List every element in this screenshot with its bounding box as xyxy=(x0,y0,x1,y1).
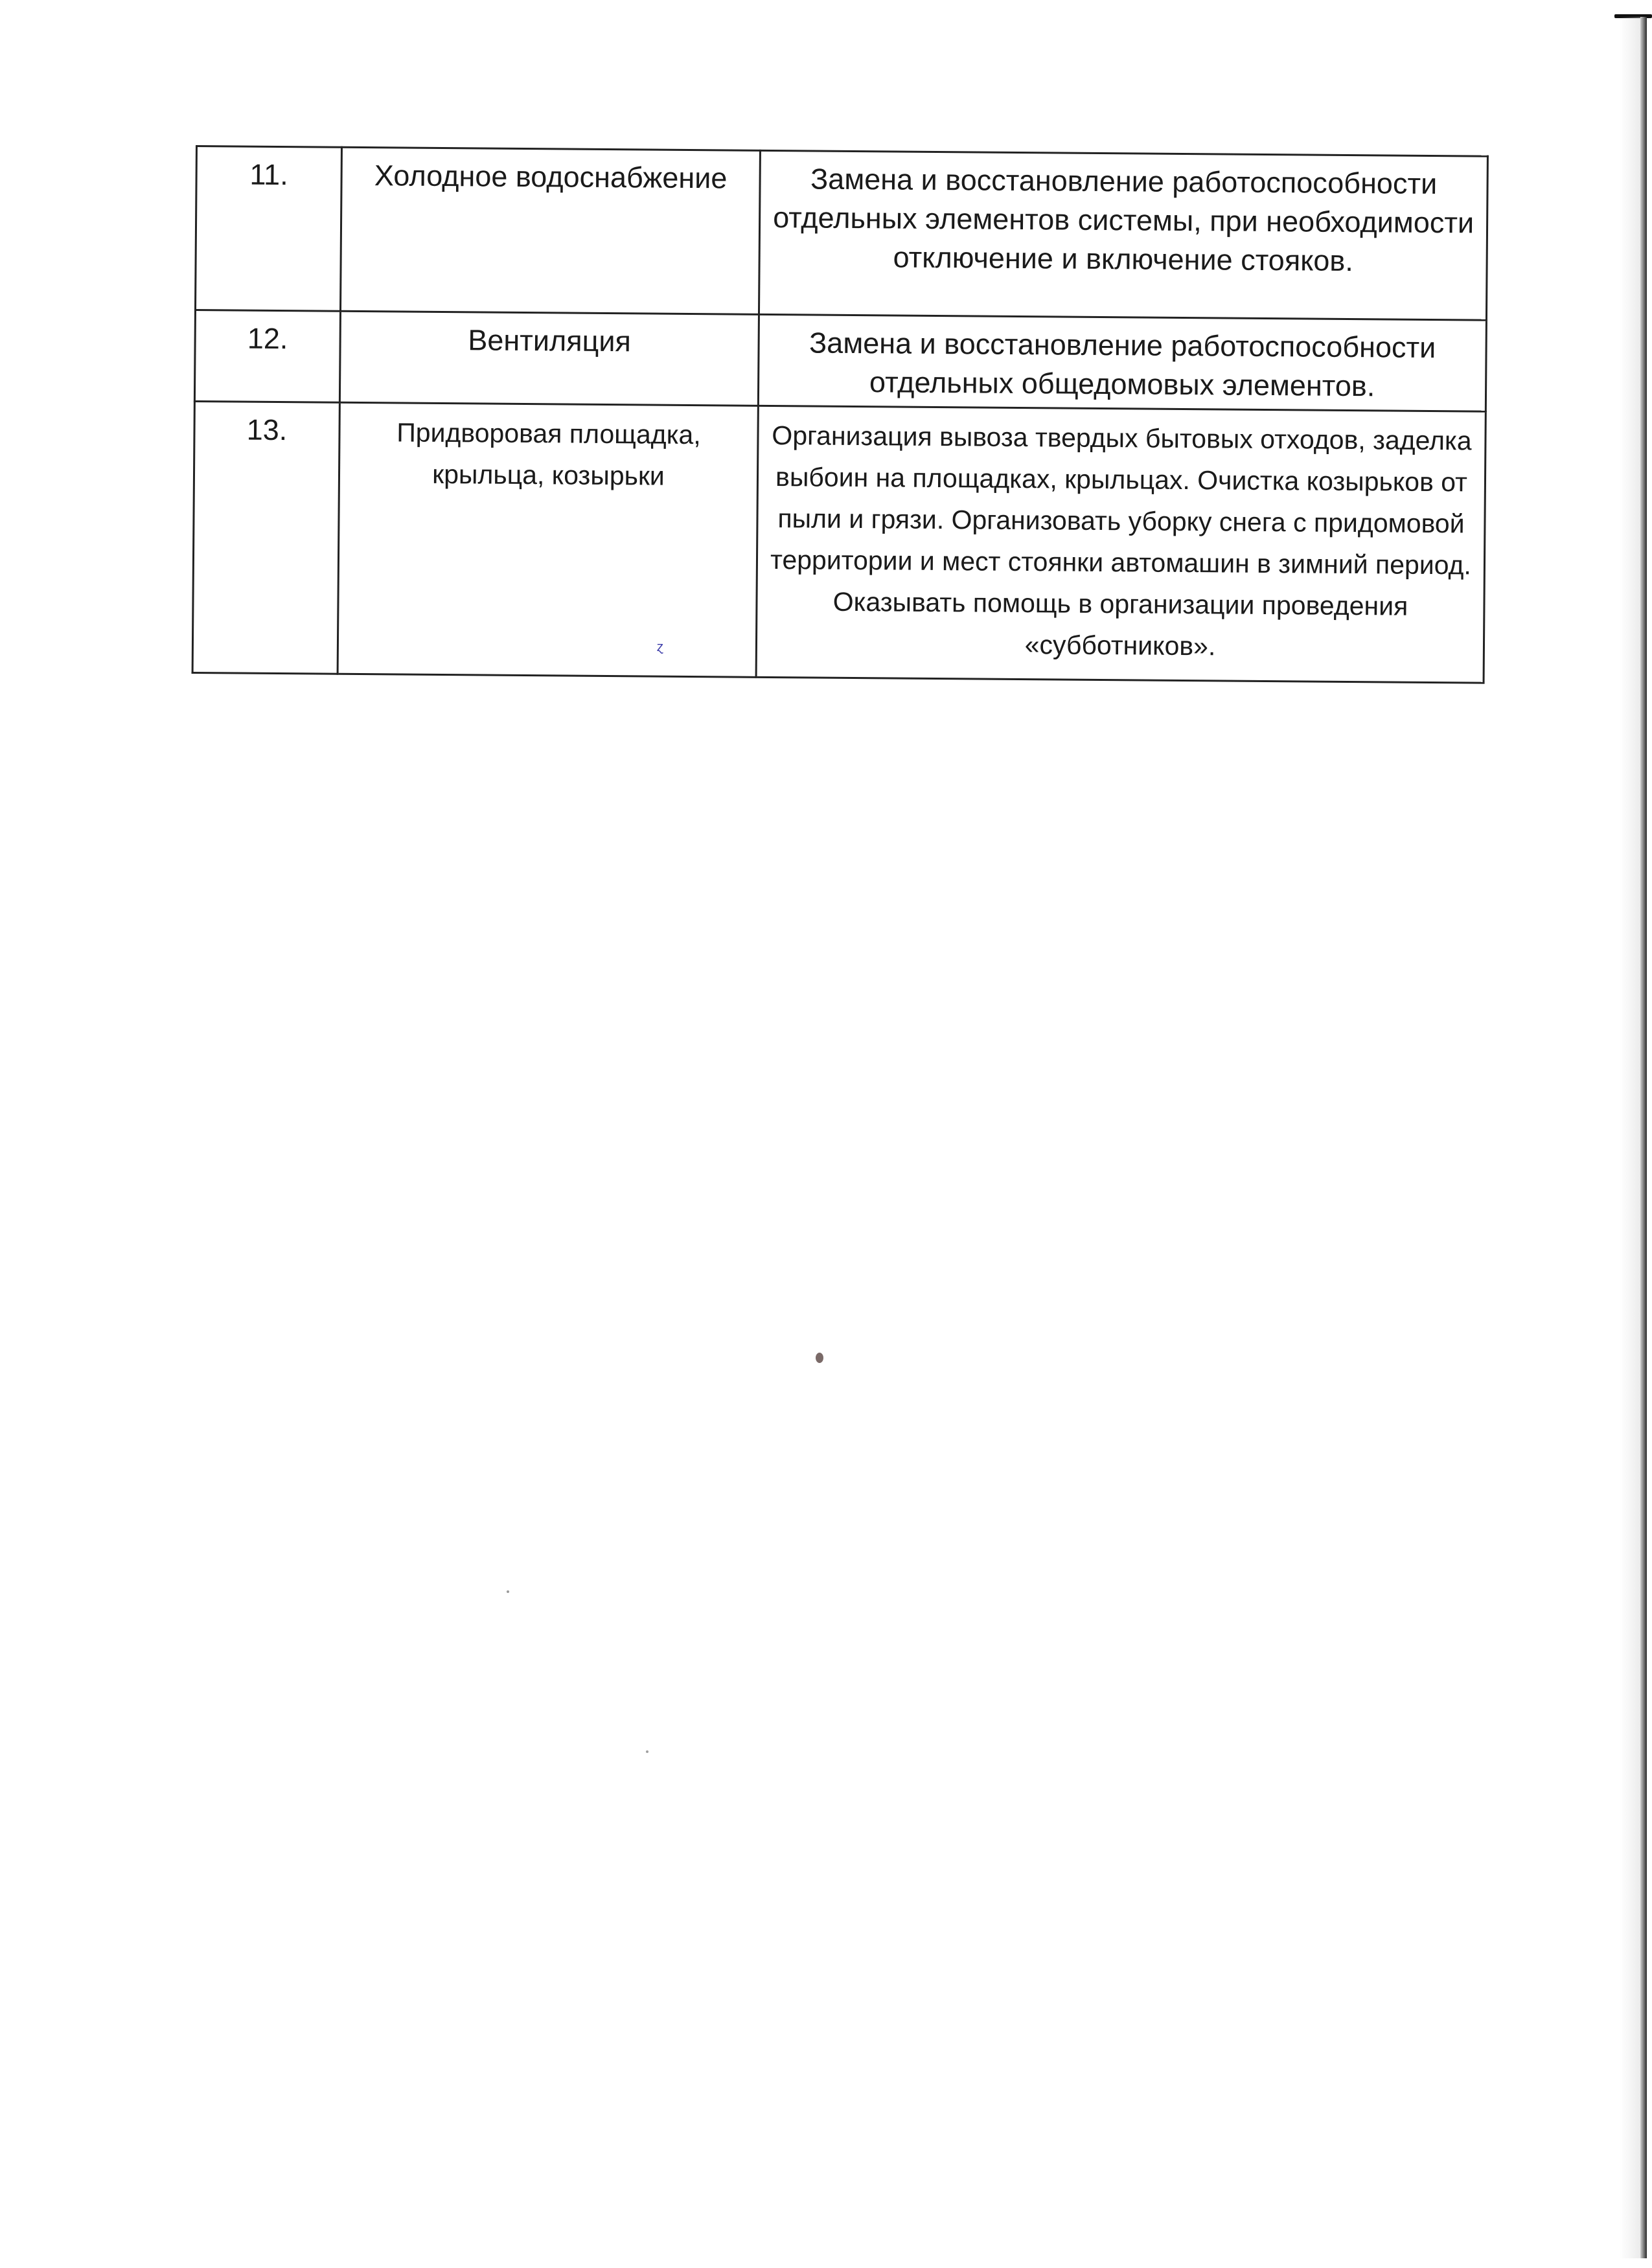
row-number-cell: 12. xyxy=(194,310,340,403)
row-name-cell: Холодное водоснабжение xyxy=(340,147,760,314)
row-description-cell: Замена и восстановление работоспособности отдельных элементов системы, при необходимости отключение и включение стояков. xyxy=(759,150,1488,320)
scan-speck xyxy=(646,1750,648,1753)
row-number-cell: 13. xyxy=(192,401,339,674)
row-number-cell: 11. xyxy=(196,146,342,312)
row-name-cell: Придворовая площадка, крыльца, козырьки xyxy=(338,402,758,677)
scan-speck xyxy=(507,1590,509,1593)
row-name-cell: Вентиляция xyxy=(339,311,759,406)
row-description-cell: Замена и восстановление работоспособности отдельных общедомовых элементов. xyxy=(758,314,1486,411)
table-row xyxy=(196,146,1488,321)
pen-mark: ɀ xyxy=(657,640,663,654)
row-description-cell: Организация вывоза твердых бытовых отходов, заделка выбоин на площадках, крыльцах. Очистка козырьков от пыли и грязи. Организовать уборку снега с придомовой территории и мест стоянки автомашин в зимний период. Оказывать помощь в организации проведения «субботников». xyxy=(756,406,1486,683)
table-row xyxy=(192,401,1486,683)
works-table xyxy=(192,145,1489,684)
scan-edge-shadow xyxy=(1620,17,1640,2258)
table-row xyxy=(194,310,1486,412)
scan-speck xyxy=(816,1353,823,1363)
scan-edge-right xyxy=(1640,17,1647,2258)
